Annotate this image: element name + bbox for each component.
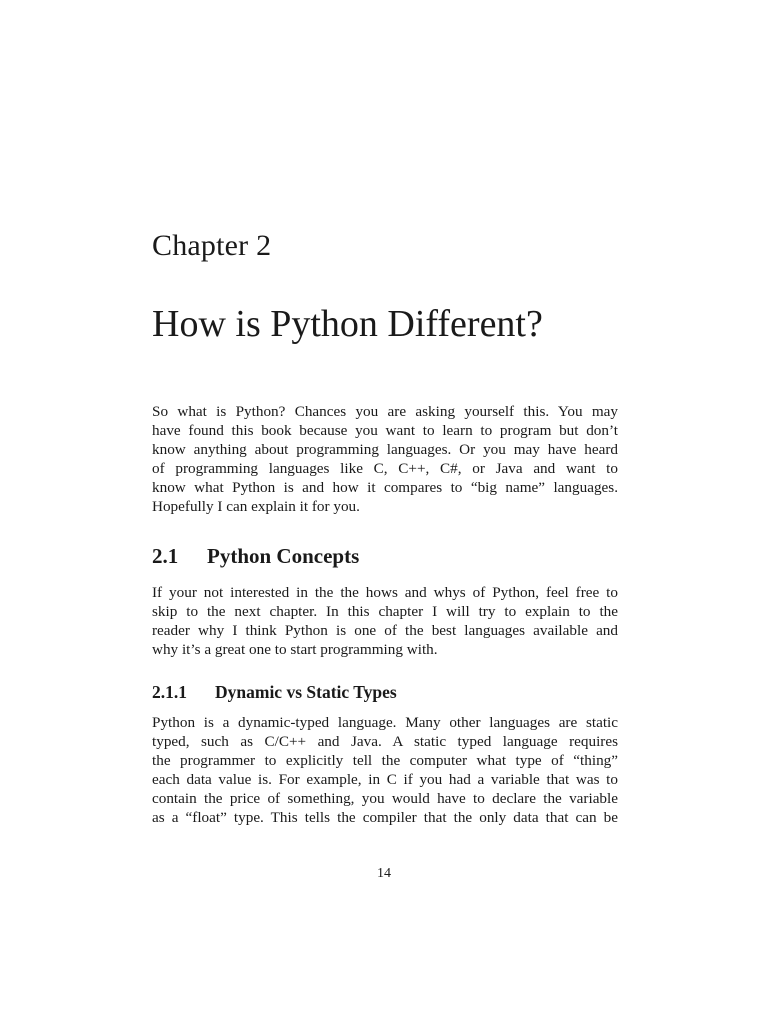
- chapter-label: Chapter 2: [152, 229, 272, 262]
- text-line: typed, such as C/C++ and Java. A static typed language requires: [152, 733, 618, 750]
- text-line: skip to the next chapter. In this chapter I will try to explain to the: [152, 603, 618, 620]
- chapter-title: How is Python Different?: [152, 303, 543, 345]
- text-line: Hopefully I can explain it for you.: [152, 498, 360, 515]
- intro-paragraph: [152, 402, 618, 516]
- text-line: So what is Python? Chances you are asking yourself this. You may: [152, 403, 618, 420]
- subsection-number: 2.1.1: [152, 682, 187, 702]
- text-line: as a “float” type. This tells the compiler that the only data that can be: [152, 809, 618, 826]
- section-heading: [152, 542, 359, 570]
- text-line: Python is a dynamic-typed language. Many other languages are static: [152, 714, 618, 731]
- section-title: Python Concepts: [207, 544, 360, 568]
- text-line: have found this book because you want to learn to program but don’t: [152, 422, 618, 439]
- section-paragraph: [152, 583, 618, 659]
- subsection-heading: [152, 680, 397, 704]
- text-line: why it’s a great one to start programming with.: [152, 641, 438, 658]
- page-number: 14: [377, 866, 391, 881]
- text-line: of programming languages like C, C++, C#, or Java and want to: [152, 460, 618, 477]
- text-line: If your not interested in the the hows and whys of Python, feel free to: [152, 584, 618, 601]
- text-line: contain the price of something, you would have to declare the variable: [152, 790, 618, 807]
- text-line: know anything about programming languages. Or you may have heard: [152, 441, 618, 458]
- text-line: know what Python is and how it compares to “big name” languages.: [152, 479, 618, 496]
- subsection-paragraph: [152, 713, 618, 827]
- text-line: reader why I think Python is one of the best languages available and: [152, 622, 618, 639]
- section-number: 2.1: [152, 544, 179, 568]
- subsection-title: Dynamic vs Static Types: [215, 682, 397, 702]
- text-line: each data value is. For example, in C if you had a variable that was to: [152, 771, 618, 788]
- text-line: the programmer to explicitly tell the computer what type of “thing”: [152, 752, 618, 769]
